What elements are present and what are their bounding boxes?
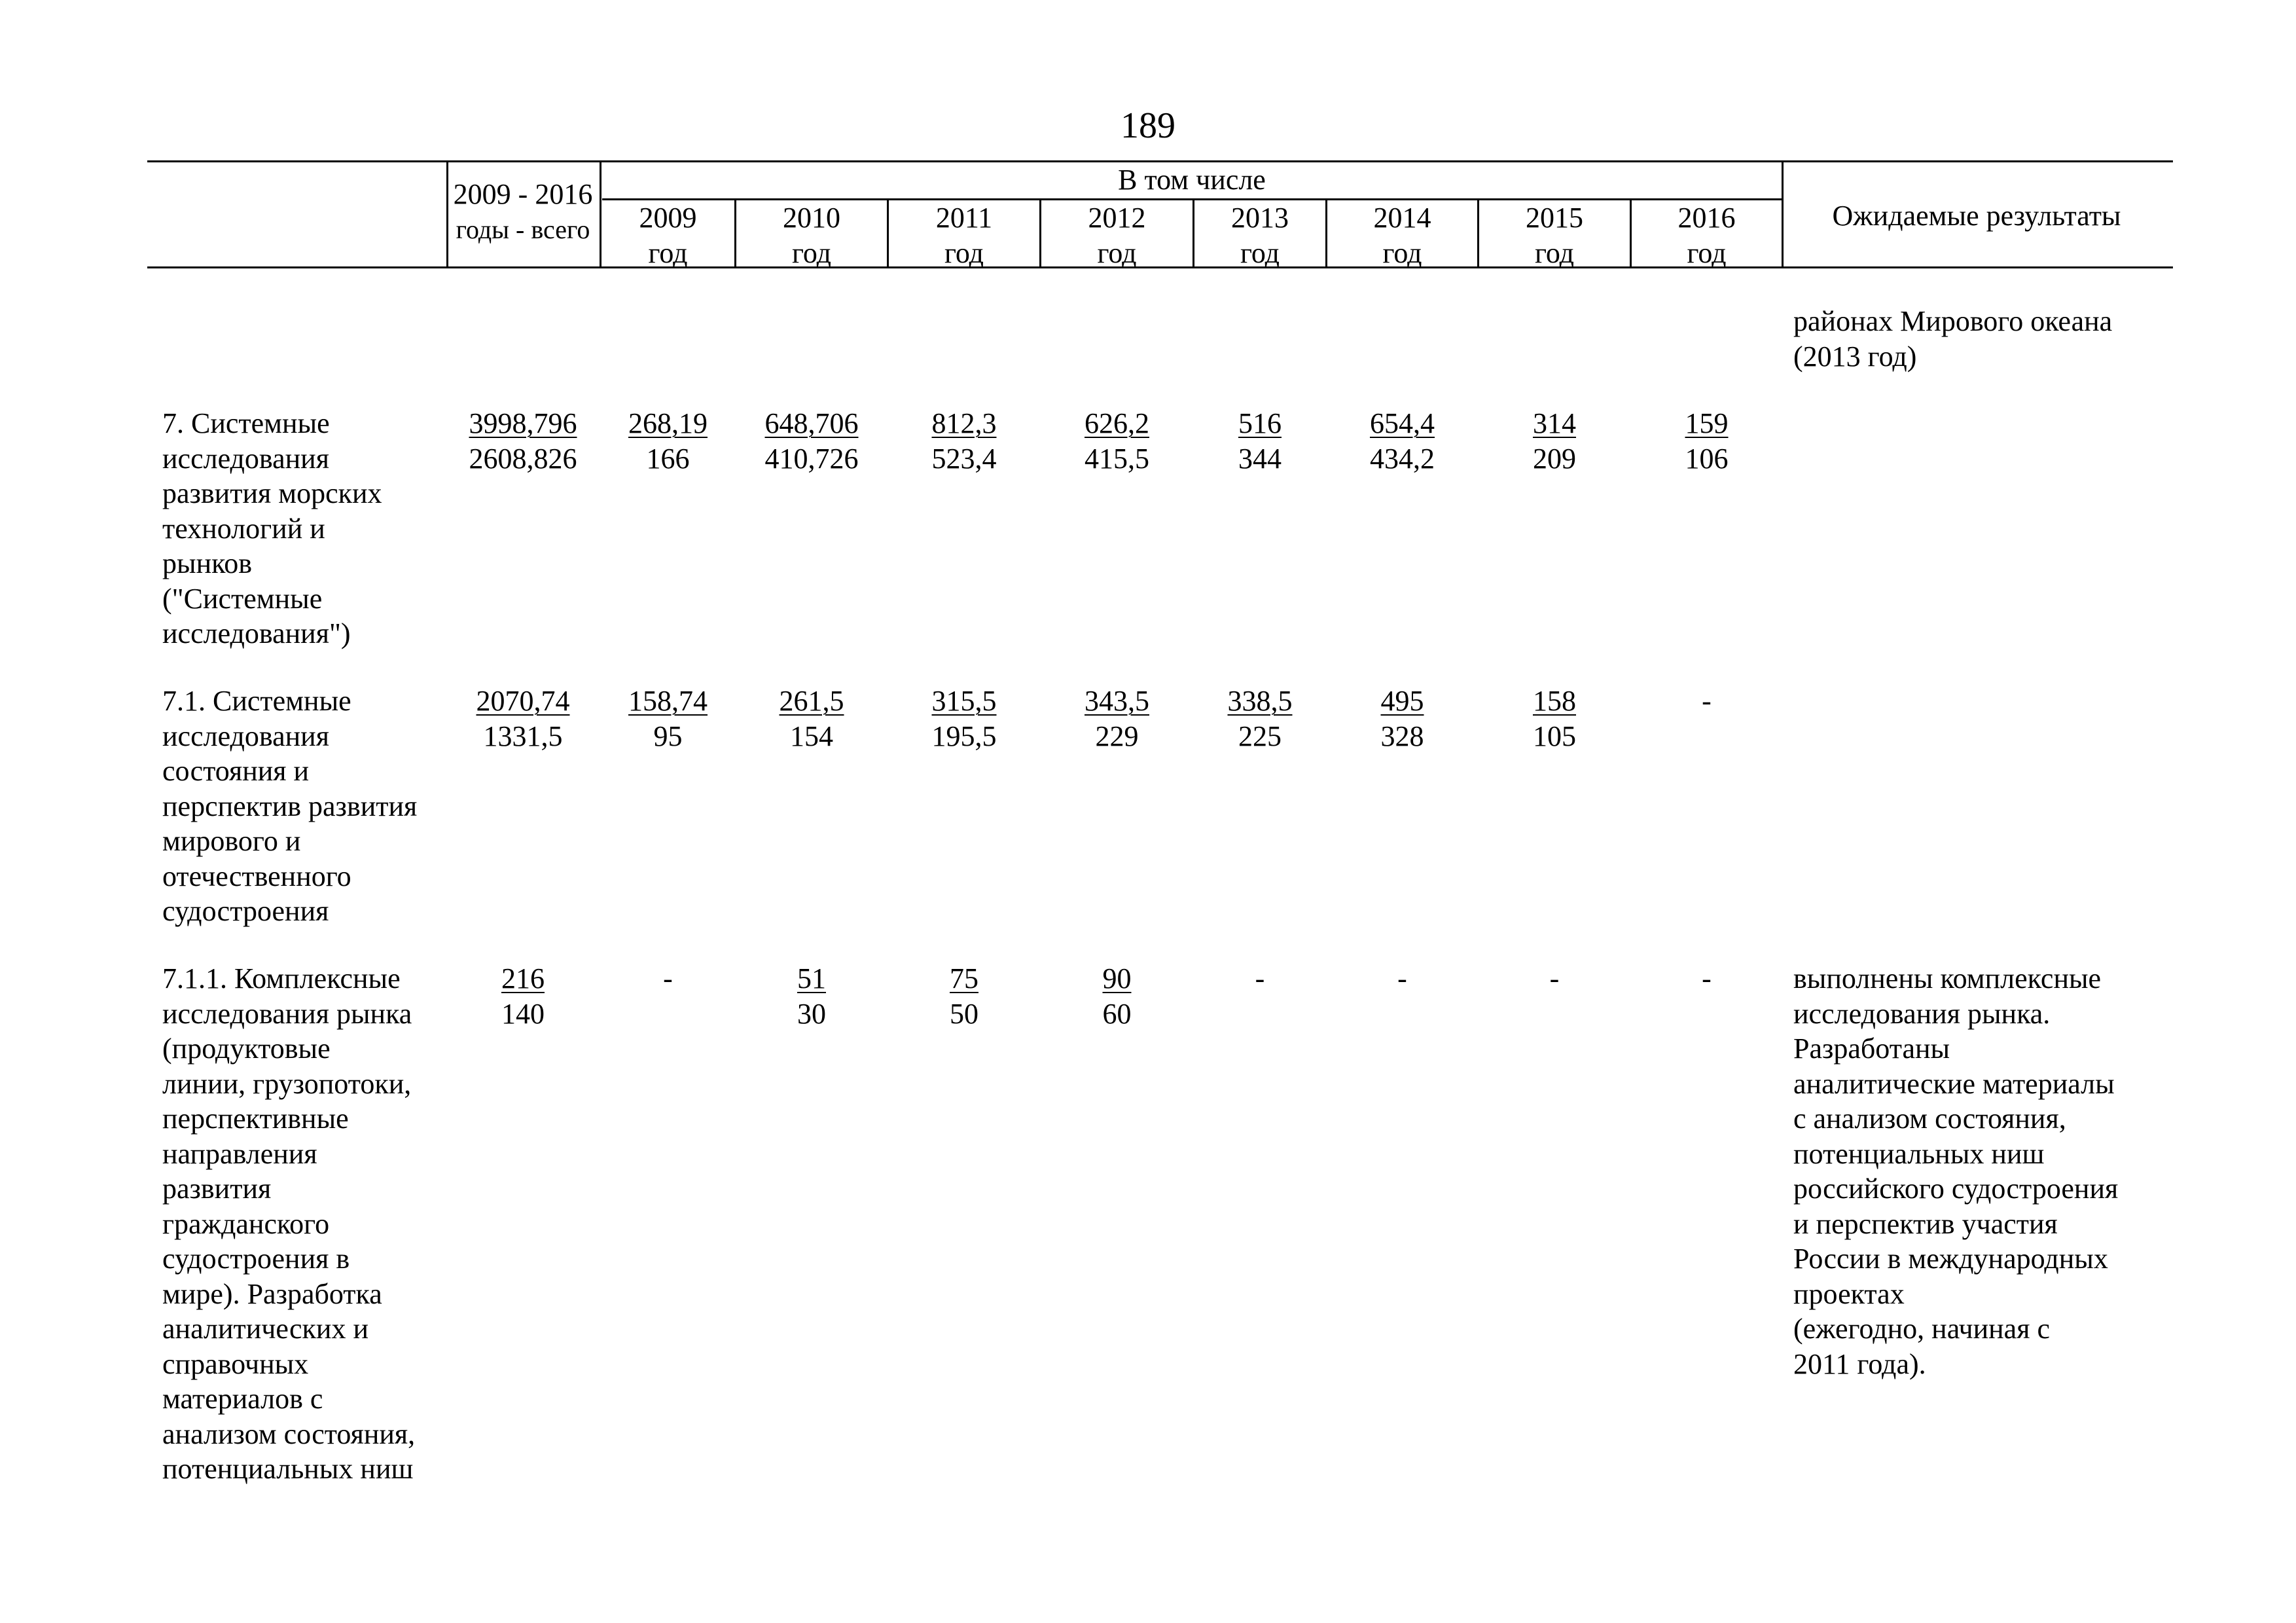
row-7-year-2011 xyxy=(889,406,1039,476)
year-subvalue: 229 xyxy=(1095,720,1139,752)
row-7-year-2013 xyxy=(1194,406,1325,476)
year-value: 158 xyxy=(1533,685,1576,717)
year-subvalue: 195,5 xyxy=(931,720,997,752)
header-year-2016 xyxy=(1632,200,1782,271)
header-year-2009 xyxy=(601,200,734,271)
year-subvalue: 225 xyxy=(1238,720,1282,752)
header-total-line1: 2009 - 2016 xyxy=(453,178,593,210)
year-dash: - xyxy=(1702,962,1712,994)
row-7-1-1-total xyxy=(446,961,600,1031)
year-dash: - xyxy=(1702,685,1712,717)
year-value: 626,2 xyxy=(1085,407,1149,439)
row-7-year-2015 xyxy=(1479,406,1630,476)
year-value: 343,5 xyxy=(1085,685,1149,717)
year-subvalue: 415,5 xyxy=(1085,442,1149,475)
year-value: 338,5 xyxy=(1227,685,1293,717)
row-7-year-2012 xyxy=(1041,406,1193,476)
year-value: 314 xyxy=(1533,407,1576,439)
year-subvalue: 344 xyxy=(1238,442,1282,475)
total-subvalue: 1331,5 xyxy=(483,720,563,752)
year-value: 75 xyxy=(950,962,978,994)
year-subvalue: 60 xyxy=(1102,997,1132,1030)
year-label: 2016 xyxy=(1677,202,1736,234)
total-value: 216 xyxy=(501,962,545,994)
row-7-1-year-2013 xyxy=(1194,684,1325,754)
year-subvalue: 410,726 xyxy=(764,442,859,475)
row-7-year-2014 xyxy=(1327,406,1477,476)
header-including: В том числе xyxy=(1118,164,1266,196)
row-7-name: 7. Системные исследования развития морских технологий и рынков ("Системные исследования") xyxy=(162,407,382,649)
year-unit: год xyxy=(1240,237,1280,269)
row-7-year-2016 xyxy=(1632,406,1782,476)
year-label: 2015 xyxy=(1526,202,1583,234)
year-label: 2009 xyxy=(639,202,697,234)
total-value: 3998,796 xyxy=(469,407,577,439)
year-value: 648,706 xyxy=(764,407,859,439)
year-value: 268,19 xyxy=(628,407,708,439)
year-unit: год xyxy=(1534,237,1575,269)
header-year-2010 xyxy=(736,200,887,271)
row-7-1-1-result: выполнены комплексные исследования рынка. Разработаны аналитические материалы с анализом состояния, потенциальных ниш российского судостроения и перспектив участия России в международных проектах (ежегодно, начиная с 2011 года). xyxy=(1793,962,2119,1380)
year-unit: год xyxy=(1097,237,1137,269)
year-label: 2011 xyxy=(935,202,993,234)
year-value: 315,5 xyxy=(931,685,997,717)
row-7-1-year-2011 xyxy=(889,684,1039,754)
row-7-1-year-2016 xyxy=(1632,684,1782,719)
header-total-period xyxy=(446,177,600,247)
year-subvalue: 106 xyxy=(1685,442,1729,475)
year-value: 51 xyxy=(797,962,826,994)
row-7-1-1-year-2013 xyxy=(1194,961,1325,996)
row-7-1-name: 7.1. Системные исследования состояния и перспектив развития мирового и отечественного судостроения xyxy=(162,685,418,927)
year-subvalue: 328 xyxy=(1380,720,1424,752)
year-label: 2014 xyxy=(1373,202,1431,234)
total-subvalue: 2608,826 xyxy=(469,442,577,475)
year-value: 495 xyxy=(1380,685,1424,717)
year-subvalue: 209 xyxy=(1533,442,1576,475)
year-subvalue: 434,2 xyxy=(1370,442,1435,475)
total-subvalue: 140 xyxy=(501,997,545,1030)
year-subvalue: 30 xyxy=(797,997,826,1030)
year-value: 90 xyxy=(1102,962,1132,994)
year-unit: год xyxy=(791,237,832,269)
row-7-1-year-2010 xyxy=(736,684,887,754)
year-dash: - xyxy=(1255,962,1265,994)
page-number: 189 xyxy=(1121,105,1175,146)
year-label: 2010 xyxy=(783,202,840,234)
row-7-year-2010 xyxy=(736,406,887,476)
header-year-2015 xyxy=(1479,200,1630,271)
row-7-year-2009 xyxy=(601,406,734,476)
continuation-result: районах Мирового океана (2013 год) xyxy=(1793,305,2113,373)
row-7-1-year-2012 xyxy=(1041,684,1193,754)
row-7-1-year-2015 xyxy=(1479,684,1630,754)
row-7-1-1-year-2010 xyxy=(736,961,887,1031)
total-value: 2070,74 xyxy=(476,685,570,717)
year-value: 158,74 xyxy=(628,685,708,717)
row-7-1-1-year-2011 xyxy=(889,961,1039,1031)
year-label: 2013 xyxy=(1231,202,1289,234)
year-subvalue: 154 xyxy=(790,720,833,752)
row-7-1-1-year-2014 xyxy=(1327,961,1477,996)
year-subvalue: 95 xyxy=(653,720,683,752)
row-7-1-1-year-2015 xyxy=(1479,961,1630,996)
year-value: 261,5 xyxy=(779,685,844,717)
year-dash: - xyxy=(663,962,673,994)
row-7-1-1-name: 7.1.1. Комплексные исследования рынка (продуктовые линии, грузопотоки, перспективные направления развития гражданского судостроения в мире). Разработка аналитических и справочных материалов с анализом состояния, потенциальных ниш xyxy=(162,962,416,1485)
year-unit: год xyxy=(944,237,984,269)
row-7-1-1-year-2009 xyxy=(601,961,734,996)
row-7-total xyxy=(446,406,600,476)
row-7-1-1-year-2012 xyxy=(1041,961,1193,1031)
header-expected-results: Ожидаемые результаты xyxy=(1832,200,2121,232)
header-year-2014 xyxy=(1327,200,1477,271)
year-value: 812,3 xyxy=(931,407,997,439)
year-value: 159 xyxy=(1685,407,1729,439)
year-subvalue: 523,4 xyxy=(931,442,997,475)
year-subvalue: 50 xyxy=(950,997,978,1030)
header-year-2012 xyxy=(1041,200,1193,271)
header-year-2013 xyxy=(1194,200,1325,271)
year-unit: год xyxy=(1687,237,1727,269)
row-7-1-total xyxy=(446,684,600,754)
header-year-2011 xyxy=(889,200,1039,271)
year-label: 2012 xyxy=(1088,202,1146,234)
row-7-1-1-year-2016 xyxy=(1632,961,1782,996)
row-7-1-year-2009 xyxy=(601,684,734,754)
header-total-line2: годы - всего xyxy=(456,215,590,244)
year-value: 654,4 xyxy=(1370,407,1435,439)
row-7-1-year-2014 xyxy=(1327,684,1477,754)
year-subvalue: 105 xyxy=(1533,720,1576,752)
year-dash: - xyxy=(1397,962,1407,994)
year-subvalue: 166 xyxy=(646,442,690,475)
year-dash: - xyxy=(1549,962,1560,994)
year-unit: год xyxy=(648,237,688,269)
year-unit: год xyxy=(1382,237,1422,269)
year-value: 516 xyxy=(1238,407,1282,439)
